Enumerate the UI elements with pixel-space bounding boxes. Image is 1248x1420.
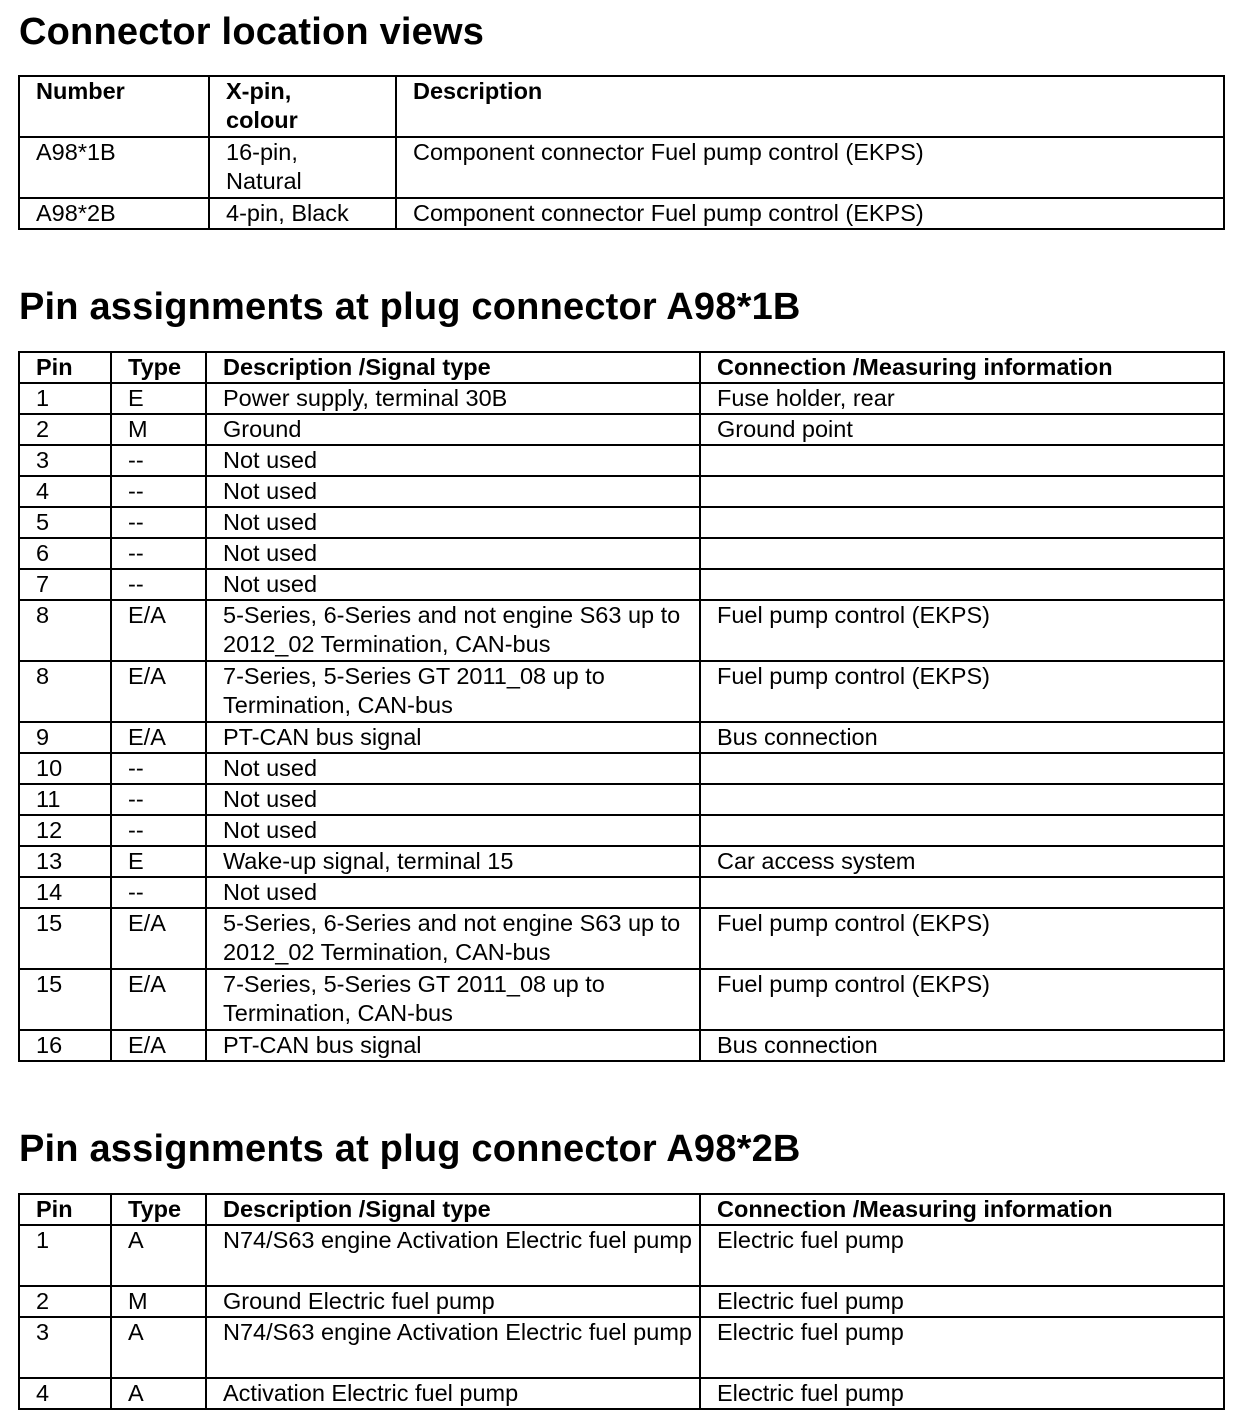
cell-description: PT-CAN bus signal <box>206 1030 700 1061</box>
table-row <box>19 445 1224 476</box>
cell-description: Power supply, terminal 30B <box>206 383 700 414</box>
cell-number: A98*1B <box>19 137 209 198</box>
table-row <box>19 969 1224 1030</box>
table-row <box>19 476 1224 507</box>
cell-type: -- <box>111 476 206 507</box>
cell-description: 7-Series, 5-Series GT 2011_08 up to Termination, CAN-bus <box>206 969 700 1030</box>
cell-pin: 5 <box>19 507 111 538</box>
cell-pin: 4 <box>19 476 111 507</box>
cell-connection: Bus connection <box>700 722 1224 753</box>
cell-description: 5-Series, 6-Series and not engine S63 up to 2012_02 Termination, CAN-bus <box>206 600 700 661</box>
table-row <box>19 1030 1224 1061</box>
table-row <box>19 507 1224 538</box>
cell-type: -- <box>111 538 206 569</box>
section-title-pins-a98-2b: Pin assignments at plug connector A98*2B <box>19 1128 801 1170</box>
cell-type: E/A <box>111 661 206 722</box>
cell-pin: 3 <box>19 445 111 476</box>
cell-pin: 12 <box>19 815 111 846</box>
cell-connection: Electric fuel pump <box>700 1317 1224 1378</box>
cell-connection <box>700 476 1224 507</box>
table-row <box>19 137 1224 198</box>
cell-type: -- <box>111 815 206 846</box>
table-row <box>19 414 1224 445</box>
cell-type: -- <box>111 445 206 476</box>
table-row <box>19 753 1224 784</box>
cell-pin: 1 <box>19 1225 111 1286</box>
cell-pin: 15 <box>19 908 111 969</box>
cell-type: E/A <box>111 722 206 753</box>
cell-type: A <box>111 1225 206 1286</box>
table-row <box>19 877 1224 908</box>
table-row <box>19 1225 1224 1286</box>
cell-pin: 8 <box>19 600 111 661</box>
cell-description: 7-Series, 5-Series GT 2011_08 up to Termination, CAN-bus <box>206 661 700 722</box>
section-title-pins-a98-1b: Pin assignments at plug connector A98*1B <box>19 286 801 328</box>
table-row <box>19 1286 1224 1317</box>
table-header-row <box>19 352 1224 383</box>
cell-number: A98*2B <box>19 198 209 229</box>
cell-connection: Fuel pump control (EKPS) <box>700 969 1224 1030</box>
table-row <box>19 1317 1224 1378</box>
cell-type: -- <box>111 877 206 908</box>
cell-connection: Electric fuel pump <box>700 1378 1224 1409</box>
header-description: Description <box>396 76 1224 137</box>
table-row <box>19 722 1224 753</box>
cell-description: PT-CAN bus signal <box>206 722 700 753</box>
cell-connection <box>700 538 1224 569</box>
cell-pin: 15 <box>19 969 111 1030</box>
cell-connection <box>700 877 1224 908</box>
cell-pin: 6 <box>19 538 111 569</box>
cell-connection <box>700 507 1224 538</box>
cell-type: E/A <box>111 908 206 969</box>
cell-description: Not used <box>206 877 700 908</box>
cell-type: -- <box>111 507 206 538</box>
cell-pin: 16 <box>19 1030 111 1061</box>
cell-connection: Fuse holder, rear <box>700 383 1224 414</box>
cell-description: Not used <box>206 569 700 600</box>
cell-connection <box>700 753 1224 784</box>
header-pin: Pin <box>19 352 111 383</box>
cell-type: M <box>111 1286 206 1317</box>
cell-type: E/A <box>111 600 206 661</box>
header-pin: Pin <box>19 1194 111 1225</box>
header-xpin: X-pin, colour <box>209 76 396 137</box>
cell-pin: 8 <box>19 661 111 722</box>
cell-pin: 2 <box>19 414 111 445</box>
table-row <box>19 908 1224 969</box>
cell-connection <box>700 815 1224 846</box>
table-row <box>19 815 1224 846</box>
cell-type: A <box>111 1317 206 1378</box>
cell-type: E <box>111 846 206 877</box>
cell-connection <box>700 445 1224 476</box>
header-connection: Connection /Measuring information <box>700 1194 1224 1225</box>
cell-description: Wake-up signal, terminal 15 <box>206 846 700 877</box>
cell-connection: Fuel pump control (EKPS) <box>700 661 1224 722</box>
header-connection: Connection /Measuring information <box>700 352 1224 383</box>
cell-pin: 10 <box>19 753 111 784</box>
table-row <box>19 1378 1224 1409</box>
pin-assignment-table-a98-2b <box>18 1193 1225 1410</box>
cell-xpin: 16-pin, Natural <box>209 137 396 198</box>
cell-type: -- <box>111 569 206 600</box>
cell-description: 5-Series, 6-Series and not engine S63 up to 2012_02 Termination, CAN-bus <box>206 908 700 969</box>
cell-pin: 11 <box>19 784 111 815</box>
header-type: Type <box>111 1194 206 1225</box>
table-header-row <box>19 76 1224 137</box>
cell-connection: Fuel pump control (EKPS) <box>700 908 1224 969</box>
cell-description: Not used <box>206 815 700 846</box>
table-row <box>19 569 1224 600</box>
table-row <box>19 846 1224 877</box>
section-title-connector-location: Connector location views <box>19 11 485 53</box>
table-row <box>19 784 1224 815</box>
header-description: Description /Signal type <box>206 352 700 383</box>
cell-description: Ground Electric fuel pump <box>206 1286 700 1317</box>
cell-description: N74/S63 engine Activation Electric fuel pump <box>206 1317 700 1378</box>
cell-type: -- <box>111 784 206 815</box>
cell-pin: 3 <box>19 1317 111 1378</box>
cell-type: E/A <box>111 969 206 1030</box>
cell-connection: Electric fuel pump <box>700 1225 1224 1286</box>
cell-pin: 9 <box>19 722 111 753</box>
header-number: Number <box>19 76 209 137</box>
cell-connection <box>700 784 1224 815</box>
pin-assignment-table-a98-1b <box>18 351 1225 1062</box>
table-row <box>19 198 1224 229</box>
cell-description: Not used <box>206 445 700 476</box>
cell-description: Not used <box>206 753 700 784</box>
cell-description: Not used <box>206 476 700 507</box>
cell-description: N74/S63 engine Activation Electric fuel pump <box>206 1225 700 1286</box>
cell-connection: Electric fuel pump <box>700 1286 1224 1317</box>
table-row <box>19 383 1224 414</box>
cell-pin: 14 <box>19 877 111 908</box>
cell-type: M <box>111 414 206 445</box>
cell-description: Not used <box>206 538 700 569</box>
cell-pin: 1 <box>19 383 111 414</box>
cell-type: E <box>111 383 206 414</box>
cell-xpin: 4-pin, Black <box>209 198 396 229</box>
cell-pin: 13 <box>19 846 111 877</box>
cell-type: -- <box>111 753 206 784</box>
cell-description: Not used <box>206 507 700 538</box>
header-description: Description /Signal type <box>206 1194 700 1225</box>
cell-description: Activation Electric fuel pump <box>206 1378 700 1409</box>
table-header-row <box>19 1194 1224 1225</box>
cell-connection: Fuel pump control (EKPS) <box>700 600 1224 661</box>
cell-connection: Ground point <box>700 414 1224 445</box>
cell-pin: 7 <box>19 569 111 600</box>
cell-type: A <box>111 1378 206 1409</box>
cell-pin: 2 <box>19 1286 111 1317</box>
cell-description: Component connector Fuel pump control (EKPS) <box>396 137 1224 198</box>
cell-description: Not used <box>206 784 700 815</box>
cell-description: Component connector Fuel pump control (EKPS) <box>396 198 1224 229</box>
header-type: Type <box>111 352 206 383</box>
connector-location-table <box>18 75 1225 230</box>
cell-connection: Bus connection <box>700 1030 1224 1061</box>
table-row <box>19 600 1224 661</box>
cell-description: Ground <box>206 414 700 445</box>
table-row <box>19 661 1224 722</box>
cell-type: E/A <box>111 1030 206 1061</box>
cell-pin: 4 <box>19 1378 111 1409</box>
table-row <box>19 538 1224 569</box>
cell-connection <box>700 569 1224 600</box>
cell-connection: Car access system <box>700 846 1224 877</box>
